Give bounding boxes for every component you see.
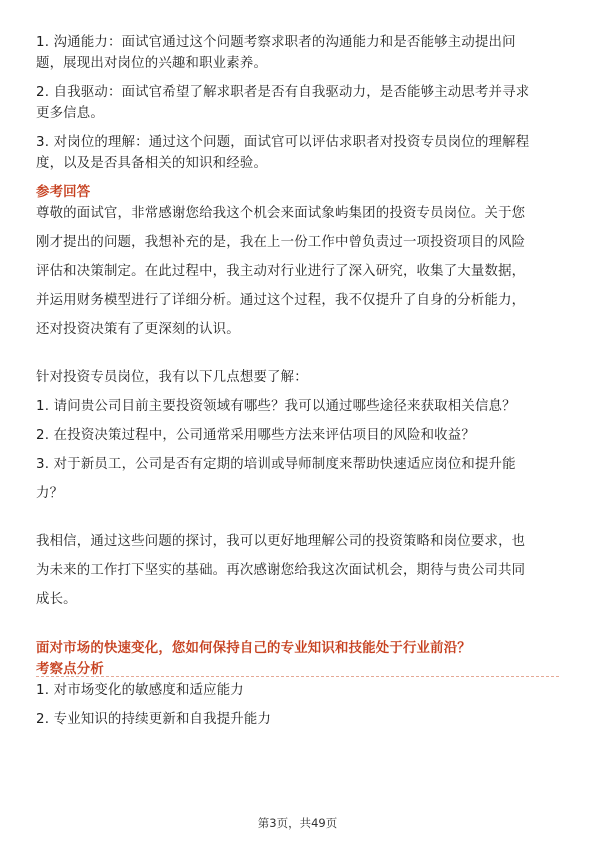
page-footer: 第3页，共49页: [257, 816, 338, 830]
paragraph-gap: [36, 340, 559, 359]
intent-item-2-line-2: 更多信息。: [36, 106, 104, 121]
answer-p2-intro: 针对投资专员岗位，我有以下几点想要了解：: [36, 370, 308, 385]
intent-item-3-line-1: 3. 对岗位的理解：通过这个问题，面试官可以评估求职者对投资专员岗位的理解程: [36, 135, 530, 150]
paragraph-gap: [36, 504, 559, 523]
answer-question-2: [36, 425, 559, 446]
answer-p1-line-5: 还对投资决策有了更深刻的认识。: [36, 322, 240, 337]
analysis-heading: 考察点分析: [36, 662, 104, 677]
intent-item-2-line-1: 2. 自我驱动：面试官希望了解求职者是否有自我驱动力，是否能够主动思考并寻求: [36, 85, 530, 100]
answer-p3-line-2: 为未来的工作打下坚实的基础。再次感谢您给我这次面试机会，期待与贵公司共同: [36, 563, 526, 578]
answer-question-3-line-1: 3. 对于新员工，公司是否有定期的培训或导师制度来帮助快速适应岗位和提升能: [36, 457, 516, 472]
answer-p1-line-3: 评估和决策制定。在此过程中，我主动对行业进行了深入研究，收集了大量数据，: [36, 264, 526, 279]
question-title: 面对市场的快速变化，您如何保持自己的专业知识和技能处于行业前沿？: [36, 641, 471, 656]
answer-question-3: [36, 454, 559, 504]
section-divider: [36, 676, 559, 677]
intent-item-1: [36, 32, 559, 74]
answer-heading: 参考回答: [36, 185, 91, 200]
intent-item-2: [36, 82, 559, 124]
answer-question-3-line-2: 力？: [36, 486, 64, 501]
answer-p3-line-3: 成长。: [36, 592, 77, 607]
analysis-item-2: 2. 专业知识的持续更新和自我提升能力: [36, 712, 272, 727]
intent-item-1-line-1: 1. 沟通能力：面试官通过这个问题考察求职者的沟通能力和是否能够主动提出问: [36, 35, 516, 50]
intent-item-3: [36, 132, 559, 174]
answer-p1-line-1: 尊敬的面试官，非常感谢您给我这个机会来面试象屿集团的投资专员岗位。关于您: [36, 206, 526, 221]
answer-p1-line-2: 刚才提出的问题，我想补充的是，我在上一份工作中曾负责过一项投资项目的风险: [36, 235, 526, 250]
answer-p3-line-1: 我相信，通过这些问题的探讨，我可以更好地理解公司的投资策略和岗位要求，也: [36, 534, 526, 549]
answer-question-1: [36, 396, 559, 417]
analysis-item-1: 1. 对市场变化的敏感度和适应能力: [36, 683, 244, 698]
intent-item-3-line-2: 度，以及是否具备相关的知识和经验。: [36, 156, 268, 171]
answer-paragraph-3: [36, 531, 559, 610]
answer-p1-line-4: 并运用财务模型进行了详细分析。通过这个过程，我不仅提升了自身的分析能力，: [36, 293, 526, 308]
answer-paragraph-1: [36, 203, 559, 340]
answer-question-1-line-1: 1. 请问贵公司目前主要投资领域有哪些？我可以通过哪些途径来获取相关信息？: [36, 399, 516, 414]
section-gap: [36, 610, 559, 630]
intent-item-1-line-2: 题，展现出对岗位的兴趣和职业素养。: [36, 56, 268, 71]
answer-question-2-line-1: 2. 在投资决策过程中，公司通常采用哪些方法来评估项目的风险和收益？: [36, 428, 475, 443]
page-content: [36, 32, 559, 730]
